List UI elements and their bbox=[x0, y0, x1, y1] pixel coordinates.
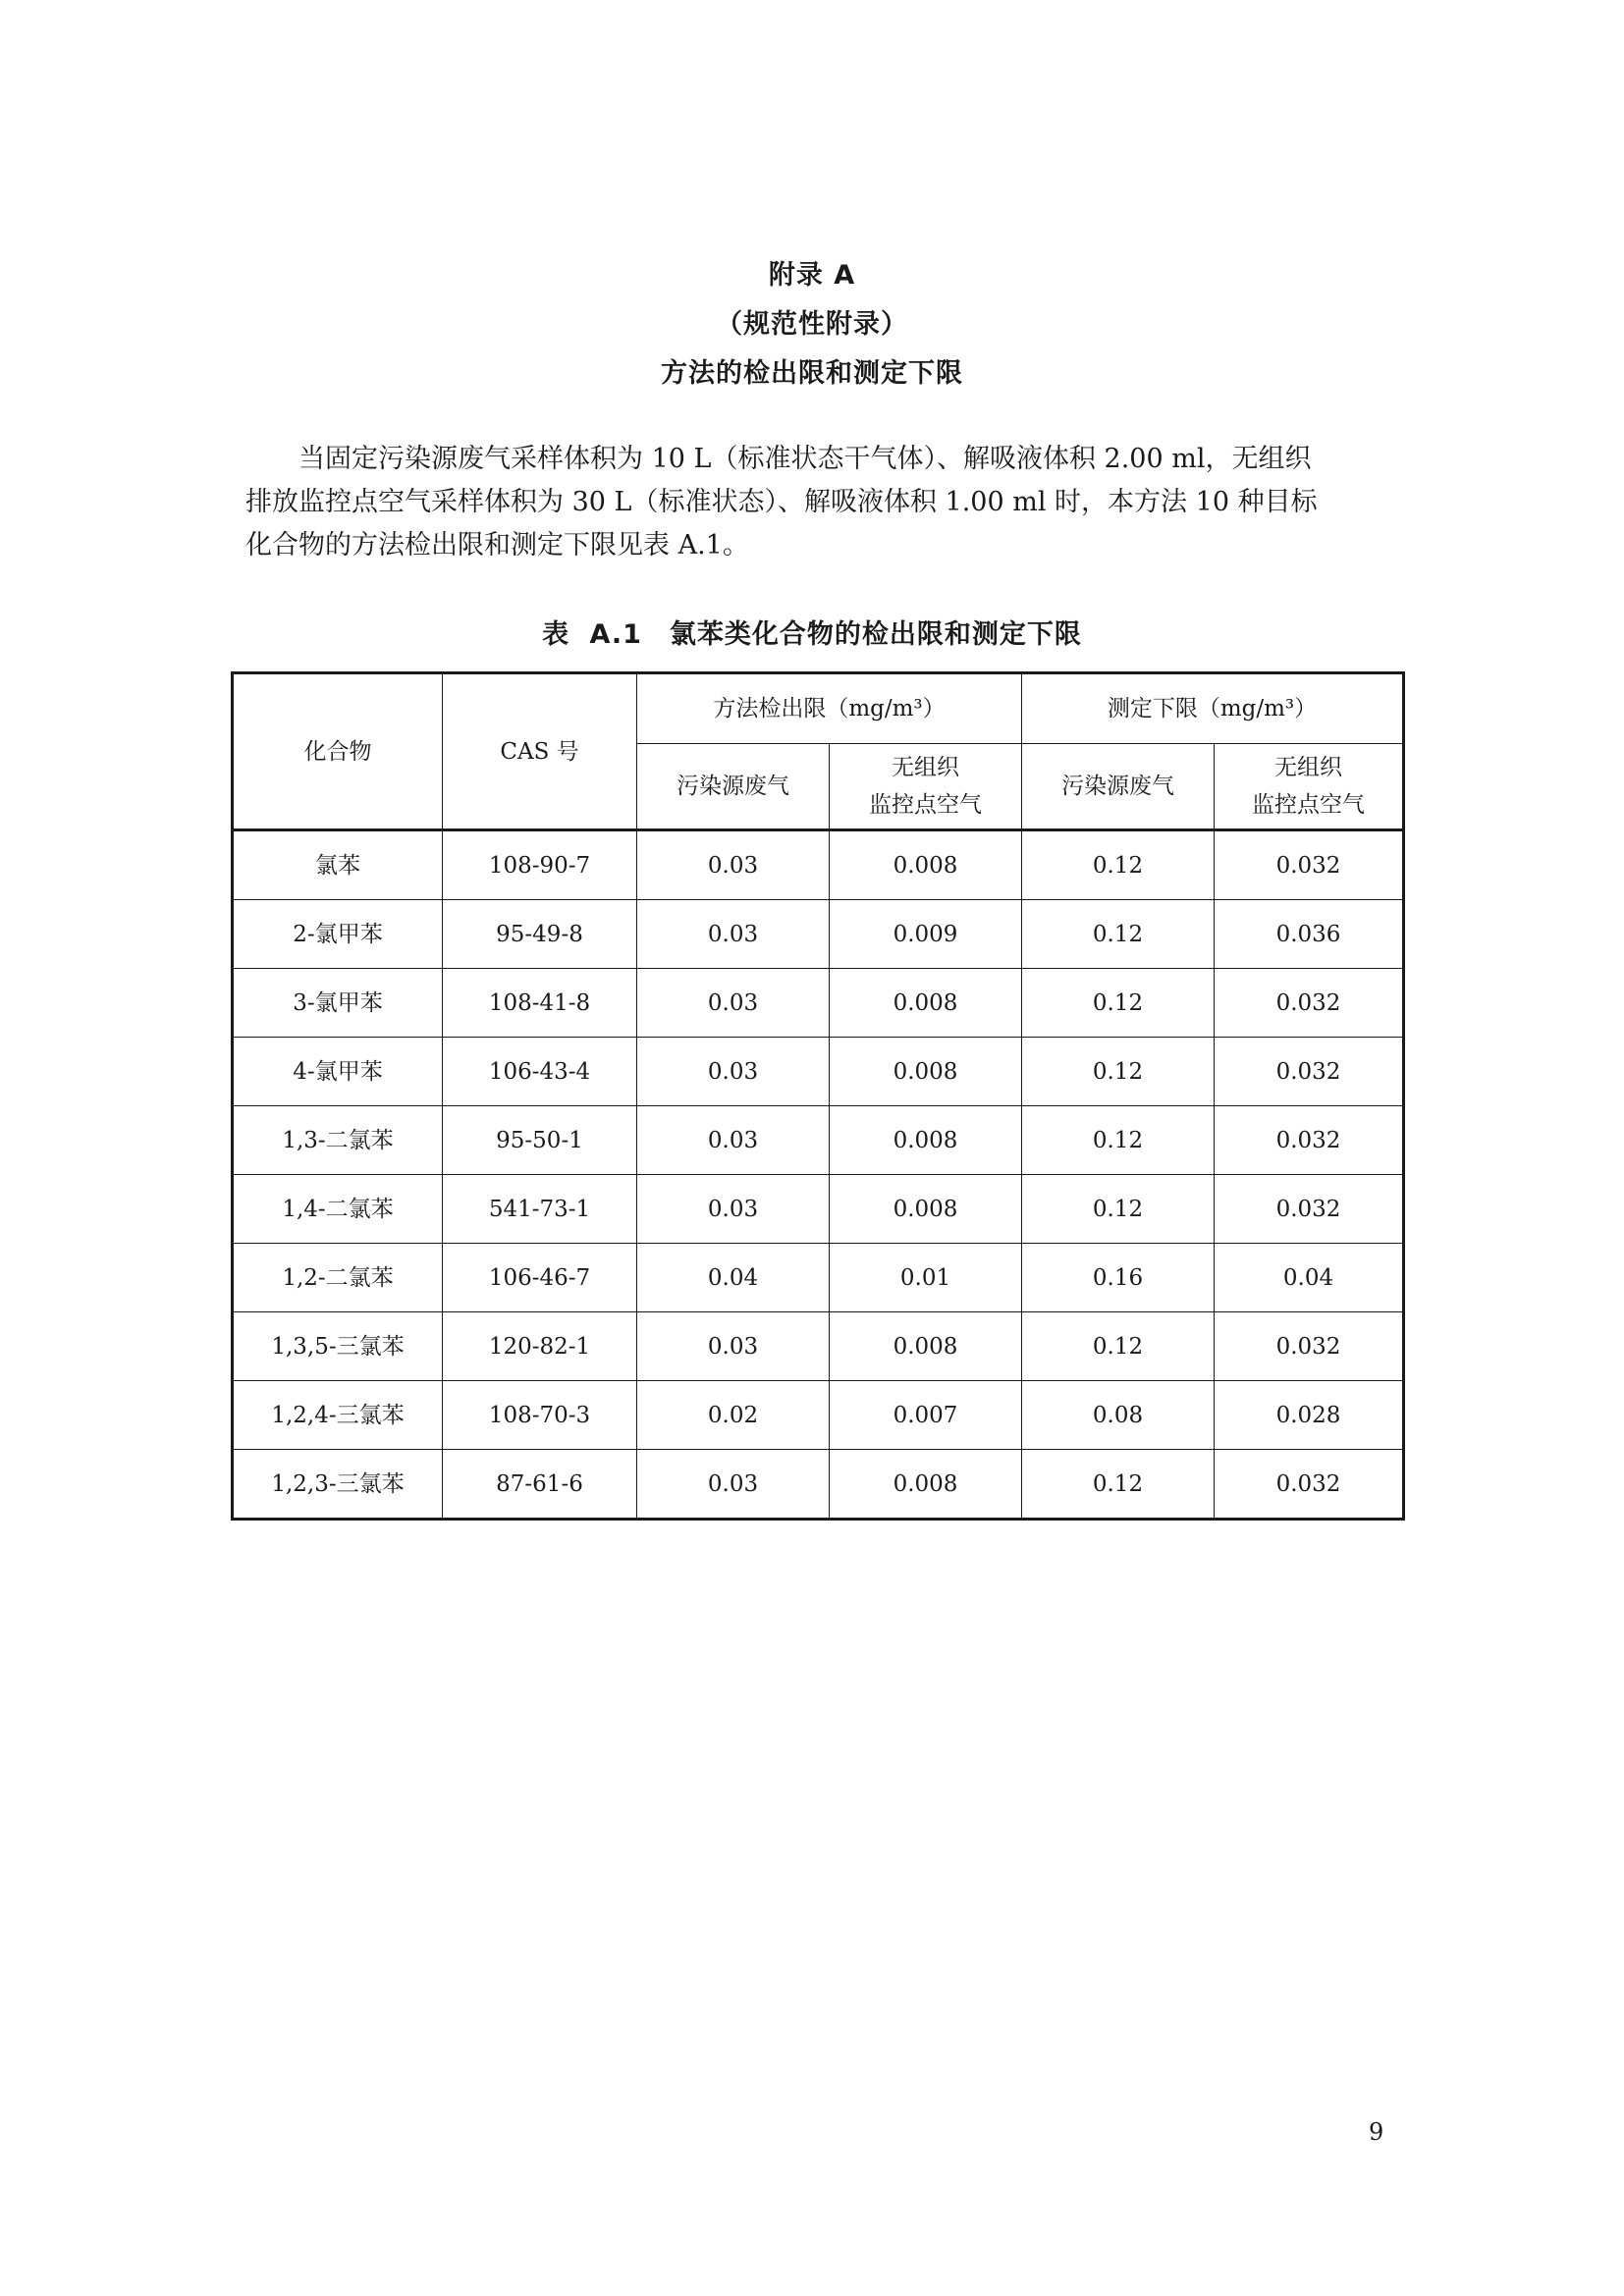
cell-detection-source: 0.02 bbox=[637, 1381, 830, 1450]
cell-quant-fugitive: 0.028 bbox=[1215, 1381, 1404, 1450]
cell-compound: 3-氯甲苯 bbox=[233, 969, 443, 1038]
table-row bbox=[233, 1106, 1404, 1175]
cell-detection-source: 0.03 bbox=[637, 1038, 830, 1106]
cell-compound: 1,4-二氯苯 bbox=[233, 1175, 443, 1244]
cell-quant-source: 0.12 bbox=[1022, 1450, 1215, 1520]
table-row bbox=[233, 830, 1404, 900]
cell-compound: 4-氯甲苯 bbox=[233, 1038, 443, 1106]
cell-detection-source: 0.03 bbox=[637, 900, 830, 969]
cell-detection-source: 0.03 bbox=[637, 969, 830, 1038]
cell-quant-fugitive: 0.032 bbox=[1215, 1450, 1404, 1520]
cell-detection-fugitive: 0.008 bbox=[830, 1175, 1022, 1244]
cell-quant-fugitive: 0.036 bbox=[1215, 900, 1404, 969]
paragraph-line: 化合物的方法检出限和测定下限见表 A.1。 bbox=[245, 530, 749, 561]
cell-cas: 108-90-7 bbox=[443, 830, 637, 900]
table-row bbox=[233, 969, 1404, 1038]
paragraph-line: 当固定污染源废气采样体积为 10 L（标准状态干气体）、解吸液体积 2.00 ml，无组织 bbox=[298, 444, 1312, 474]
cell-cas: 108-70-3 bbox=[443, 1381, 637, 1450]
header-fugitive-line1: 无组织 bbox=[892, 755, 959, 780]
header-fugitive-air bbox=[830, 744, 1022, 830]
cell-detection-fugitive: 0.008 bbox=[830, 830, 1022, 900]
header-source-gas: 污染源废气 bbox=[637, 744, 830, 830]
table-caption: 表 A.1 氯苯类化合物的检出限和测定下限 bbox=[542, 619, 1082, 650]
cell-cas: 95-50-1 bbox=[443, 1106, 637, 1175]
cell-quant-source: 0.12 bbox=[1022, 1175, 1215, 1244]
header-cas: CAS 号 bbox=[443, 673, 637, 830]
cell-detection-fugitive: 0.008 bbox=[830, 1450, 1022, 1520]
appendix-heading: 方法的检出限和测定下限 bbox=[661, 358, 963, 389]
table-row bbox=[233, 1175, 1404, 1244]
table-row bbox=[233, 1450, 1404, 1520]
cell-detection-fugitive: 0.008 bbox=[830, 1038, 1022, 1106]
intro-paragraph bbox=[245, 438, 1384, 567]
cell-quant-fugitive: 0.032 bbox=[1215, 830, 1404, 900]
cell-quant-fugitive: 0.032 bbox=[1215, 1312, 1404, 1381]
cell-quant-source: 0.12 bbox=[1022, 900, 1215, 969]
cell-quant-fugitive: 0.032 bbox=[1215, 1106, 1404, 1175]
cell-detection-source: 0.04 bbox=[637, 1244, 830, 1312]
cell-detection-source: 0.03 bbox=[637, 1106, 830, 1175]
header-quantitation-limit: 测定下限（mg/m³） bbox=[1022, 673, 1404, 744]
cell-cas: 106-43-4 bbox=[443, 1038, 637, 1106]
cell-compound: 1,2,4-三氯苯 bbox=[233, 1381, 443, 1450]
cell-detection-fugitive: 0.01 bbox=[830, 1244, 1022, 1312]
header-fugitive-line1: 无组织 bbox=[1274, 755, 1342, 780]
cell-quant-fugitive: 0.04 bbox=[1215, 1244, 1404, 1312]
header-fugitive-line2: 监控点空气 bbox=[1252, 792, 1365, 818]
cell-quant-source: 0.08 bbox=[1022, 1381, 1215, 1450]
header-detection-limit: 方法检出限（mg/m³） bbox=[637, 673, 1022, 744]
cell-detection-fugitive: 0.007 bbox=[830, 1381, 1022, 1450]
cell-cas: 120-82-1 bbox=[443, 1312, 637, 1381]
cell-detection-source: 0.03 bbox=[637, 1175, 830, 1244]
cell-compound: 1,3-二氯苯 bbox=[233, 1106, 443, 1175]
cell-detection-fugitive: 0.008 bbox=[830, 1106, 1022, 1175]
cell-cas: 108-41-8 bbox=[443, 969, 637, 1038]
table-row bbox=[233, 1312, 1404, 1381]
cell-cas: 541-73-1 bbox=[443, 1175, 637, 1244]
cell-compound: 1,3,5-三氯苯 bbox=[233, 1312, 443, 1381]
cell-quant-source: 0.12 bbox=[1022, 830, 1215, 900]
header-fugitive-air bbox=[1215, 744, 1404, 830]
appendix-subtitle: （规范性附录） bbox=[716, 309, 908, 340]
cell-detection-source: 0.03 bbox=[637, 1312, 830, 1381]
cell-detection-fugitive: 0.008 bbox=[830, 1312, 1022, 1381]
cell-compound: 1,2-二氯苯 bbox=[233, 1244, 443, 1312]
paragraph-line: 排放监控点空气采样体积为 30 L（标准状态）、解吸液体积 1.00 ml 时，本方法 10 种目标 bbox=[245, 487, 1318, 517]
page-number: 9 bbox=[1369, 2118, 1384, 2146]
header-fugitive-line2: 监控点空气 bbox=[869, 792, 982, 818]
cell-quant-fugitive: 0.032 bbox=[1215, 1175, 1404, 1244]
table-row bbox=[233, 1038, 1404, 1106]
cell-quant-source: 0.12 bbox=[1022, 1038, 1215, 1106]
cell-quant-fugitive: 0.032 bbox=[1215, 1038, 1404, 1106]
table-row bbox=[233, 1381, 1404, 1450]
table-row bbox=[233, 1244, 1404, 1312]
cell-detection-source: 0.03 bbox=[637, 1450, 830, 1520]
cell-quant-fugitive: 0.032 bbox=[1215, 969, 1404, 1038]
cell-quant-source: 0.12 bbox=[1022, 969, 1215, 1038]
cell-quant-source: 0.16 bbox=[1022, 1244, 1215, 1312]
cell-cas: 95-49-8 bbox=[443, 900, 637, 969]
cell-quant-source: 0.12 bbox=[1022, 1312, 1215, 1381]
cell-compound: 氯苯 bbox=[233, 830, 443, 900]
cell-detection-fugitive: 0.008 bbox=[830, 969, 1022, 1038]
table-body bbox=[233, 830, 1404, 1520]
cell-compound: 2-氯甲苯 bbox=[233, 900, 443, 969]
header-compound: 化合物 bbox=[233, 673, 443, 830]
cell-detection-fugitive: 0.009 bbox=[830, 900, 1022, 969]
cell-compound: 1,2,3-三氯苯 bbox=[233, 1450, 443, 1520]
appendix-title: 附录 A bbox=[768, 260, 856, 291]
cell-detection-source: 0.03 bbox=[637, 830, 830, 900]
table-row bbox=[233, 900, 1404, 969]
cell-cas: 87-61-6 bbox=[443, 1450, 637, 1520]
header-source-gas: 污染源废气 bbox=[1022, 744, 1215, 830]
detection-limit-table bbox=[231, 671, 1405, 1521]
cell-quant-source: 0.12 bbox=[1022, 1106, 1215, 1175]
cell-cas: 106-46-7 bbox=[443, 1244, 637, 1312]
